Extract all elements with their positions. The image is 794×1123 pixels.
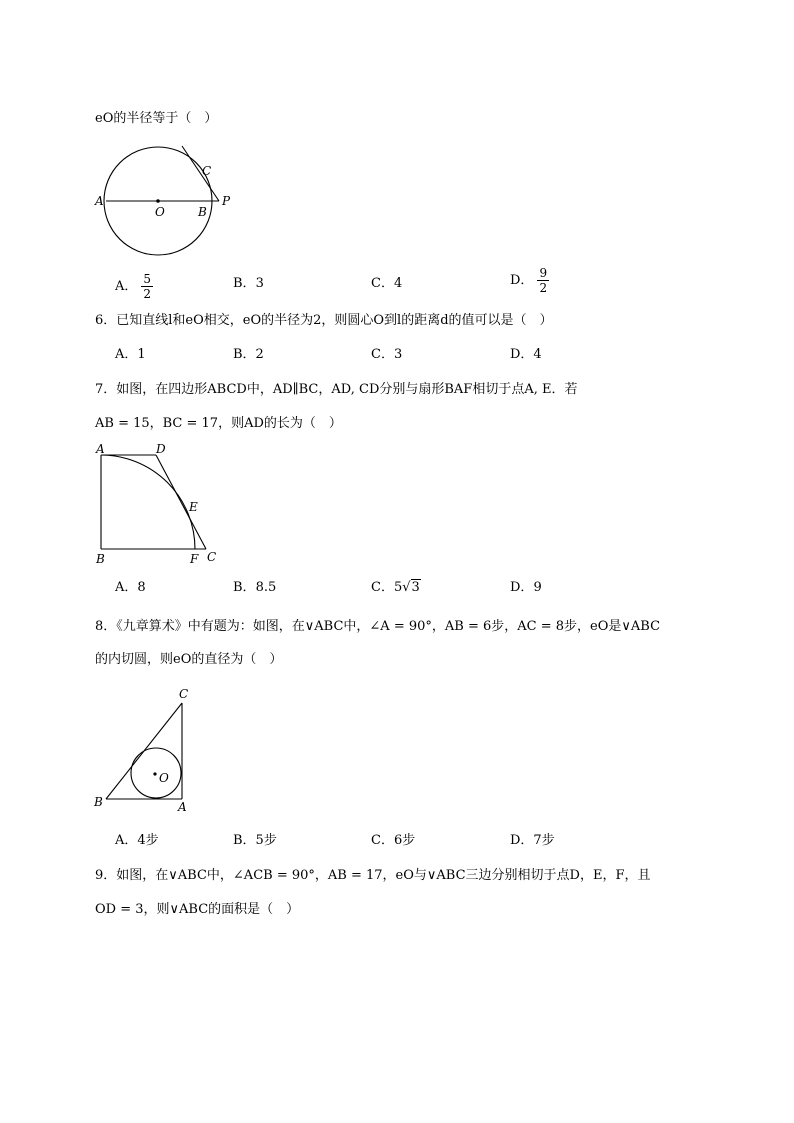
- q8-option-d: D．7步: [510, 833, 555, 848]
- q7-option-d: D．9: [510, 580, 542, 595]
- q6-option-d: D．4: [510, 347, 542, 362]
- q7-label-d: D: [156, 442, 166, 456]
- q8-label-o: O: [159, 771, 169, 785]
- q5-option-b: B．3: [233, 276, 264, 291]
- q5-stem: eO的半径等于（ ）: [95, 111, 218, 126]
- q7-label-f: F: [190, 552, 199, 566]
- q7-stem-line2: AB = 15，BC = 17，则AD的长为（ ）: [95, 416, 342, 431]
- q5-label-a: A: [95, 194, 104, 208]
- q7-label-b: B: [96, 552, 105, 566]
- q5-option-c: C．4: [371, 276, 403, 291]
- q8-option-c: C．6步: [371, 833, 416, 848]
- q7-label-c: C: [207, 550, 217, 564]
- q5-label-o: O: [155, 205, 165, 219]
- q8-label-c: C: [179, 687, 189, 701]
- q8-option-a: A．4步: [115, 833, 159, 848]
- q8-option-b: B．5步: [233, 833, 277, 848]
- q6-option-c: C．3: [371, 347, 403, 362]
- q8-triangle-diagram: [92, 683, 212, 813]
- q5-label-b: B: [198, 205, 207, 219]
- q7-label-e: E: [189, 500, 198, 514]
- q5-label-p: P: [222, 194, 231, 208]
- q7-stem-line1: 7．如图，在四边形ABCD中，AD∥BC，AD, CD分别与扇形BAF相切于点A, E．若: [95, 382, 578, 397]
- q6-stem: 6．已知直线l和eO相交，eO的半径为2，则圆心O到l的距离d的值可以是（ ）: [95, 313, 553, 328]
- q8-label-b: B: [94, 795, 103, 809]
- q9-stem-line1: 9．如图，在∨ABC中，∠ACB = 90°，AB = 17，eO与∨ABC三边分别相切于点D，E，F，且: [95, 868, 651, 883]
- q6-option-b: B．2: [233, 347, 264, 362]
- q6-option-a: A．1: [115, 347, 146, 362]
- q5-label-c: C: [202, 164, 212, 178]
- q5-option-a: A． $\frac{5}{2}$: [115, 272, 152, 301]
- q5-circle-diagram: [92, 140, 242, 265]
- q7-label-a: A: [96, 442, 105, 456]
- q5-option-d: D． $\frac{9}{2}$: [510, 266, 548, 295]
- q7-option-a: A．8: [115, 580, 146, 595]
- q8-label-a: A: [178, 800, 187, 813]
- q7-quadrilateral-diagram: [92, 440, 232, 570]
- q9-stem-line2: OD = 3，则∨ABC的面积是（ ）: [95, 902, 300, 917]
- q7-option-c: C．5√3: [371, 580, 420, 595]
- q8-stem-line2: 的内切圆，则eO的直径为（ ）: [95, 652, 283, 667]
- q7-option-b: B．8.5: [233, 580, 277, 595]
- q8-stem-line1: 8．《九章算术》中有题为：如图，在∨ABC中，∠A = 90°，AB = 6步，AC = 8步，eO是∨ABC: [95, 619, 661, 634]
